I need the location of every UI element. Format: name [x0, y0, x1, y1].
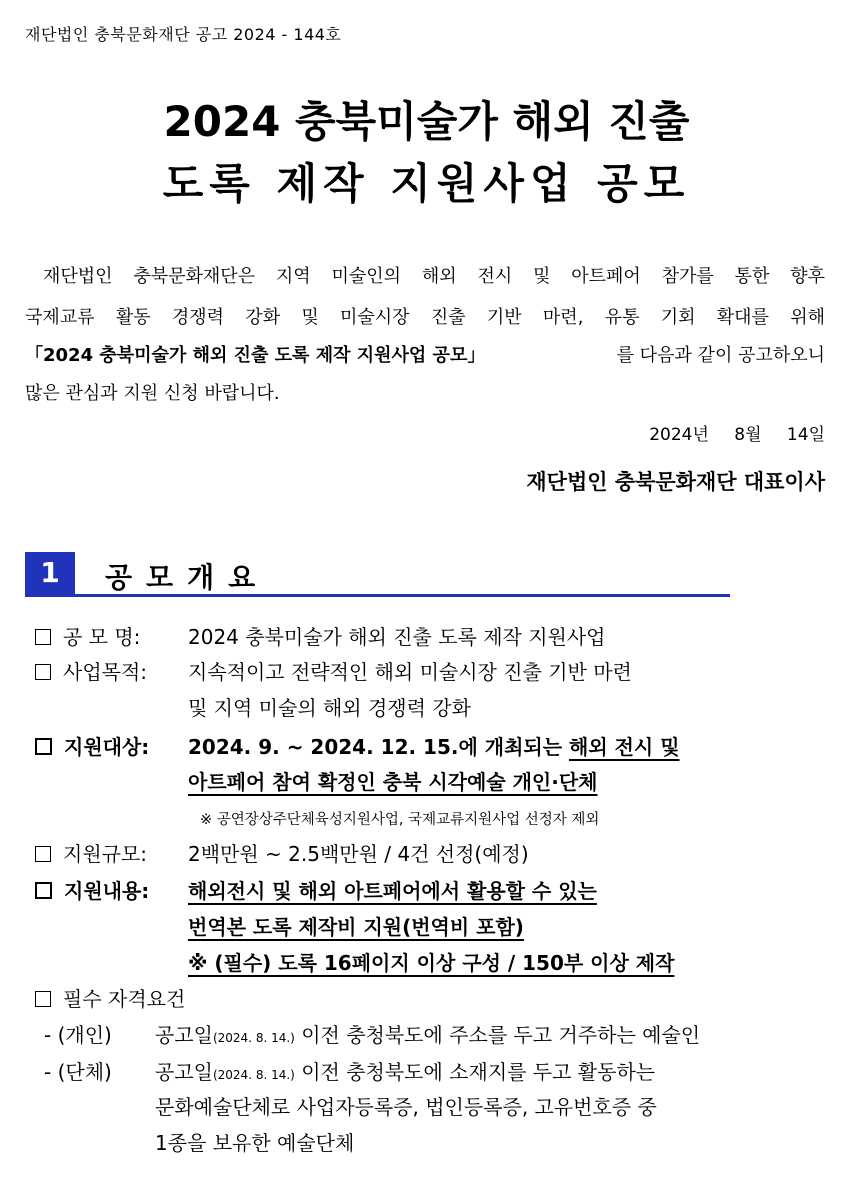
- req-group-pre: 공고일: [155, 1060, 213, 1084]
- notice-number: 재단법인 충북문화재단 공고 2024 - 144호: [25, 25, 342, 44]
- req-individual-label: - (개인): [44, 1023, 112, 1047]
- req-group-line1: [155, 1062, 825, 1082]
- item-scale-value: 2백만원 ~ 2.5백만원 / 4건 선정(예정): [188, 842, 529, 866]
- checkbox-icon: [35, 629, 51, 645]
- req-group-line3: 1종을 보유한 예술단체: [155, 1131, 355, 1155]
- page-title-line2: 도록 제작 지원사업 공모: [162, 159, 691, 208]
- intro-line4: 많은 관심과 지원 신청 바랍니다.: [25, 383, 280, 404]
- item-requirements-label: 필수 자격요건: [63, 987, 186, 1011]
- item-name-value: 2024 충북미술가 해외 진출 도록 제작 지원사업: [188, 625, 606, 649]
- checkbox-icon: [35, 738, 52, 755]
- checkbox-icon: [35, 882, 52, 899]
- item-purpose-line2: 및 지역 미술의 해외 경쟁력 강화: [188, 696, 471, 720]
- checkbox-icon: [35, 846, 51, 862]
- checkbox-icon: [35, 664, 51, 680]
- item-scale-label: 지원규모:: [63, 842, 148, 866]
- item-content-line2: 번역본 도록 제작비 지원(번역비 포함): [188, 915, 524, 939]
- intro-line2: 국제교류 활동 경쟁력 강화 및 미술시장 진출 기반 마련, 유통 기회 확대를 위해: [25, 307, 825, 328]
- announcement-date: 2024년 8월 14일: [649, 425, 825, 445]
- item-target-dates: 2024. 9. ~ 2024. 12. 15.에 개최되는: [188, 735, 569, 759]
- req-group-post: 이전 충청북도에 소재지를 두고 활동하는: [301, 1060, 656, 1084]
- checkbox-icon: [35, 991, 51, 1007]
- req-individual-post: 이전 충청북도에 주소를 두고 거주하는 예술인: [301, 1023, 701, 1047]
- section-header: [25, 552, 730, 597]
- intro-line3: [25, 347, 825, 365]
- item-content-label: 지원내용:: [64, 879, 150, 903]
- item-name-label: 공 모 명:: [63, 625, 141, 649]
- item-requirements: [35, 989, 185, 1009]
- req-individual-date: (2024. 8. 14.): [212, 1031, 295, 1045]
- req-individual: [155, 1025, 825, 1045]
- item-content-line3: ※ (필수) 도록 16페이지 이상 구성 / 150부 이상 제작: [188, 951, 675, 975]
- item-target: [35, 737, 149, 757]
- item-target-underlined: 해외 전시 및: [569, 735, 680, 759]
- item-target-note: ※ 공연장상주단체육성지원사업, 국제교류지원사업 선정자 제외: [200, 812, 600, 828]
- item-scale: [35, 844, 147, 864]
- intro-line1: 재단법인 충북문화재단은 지역 미술인의 해외 전시 및 아트페어 참가를 통한 향후: [43, 266, 825, 287]
- req-group-line2: 문화예술단체로 사업자등록증, 법인등록증, 고유번호증 중: [155, 1095, 657, 1119]
- page-title-line1: 2024 충북미술가 해외 진출: [163, 97, 690, 146]
- item-purpose: [35, 662, 147, 682]
- item-target-line1: [188, 737, 680, 757]
- intro-project-title: 「2024 충북미술가 해외 진출 도록 제작 지원사업 공모」: [25, 345, 486, 366]
- intro-line3-rest: 를 다음과 같이 공고하오니: [616, 345, 825, 366]
- item-target-label: 지원대상:: [64, 735, 150, 759]
- issuer-name: 재단법인 충북문화재단 대표이사: [526, 470, 825, 494]
- req-group-date: (2024. 8. 14.): [212, 1068, 295, 1082]
- item-content: [35, 881, 149, 901]
- item-content-line1: 해외전시 및 해외 아트페어에서 활용할 수 있는: [188, 879, 597, 903]
- item-name: [35, 627, 140, 647]
- item-purpose-label: 사업목적:: [63, 660, 148, 684]
- req-individual-pre: 공고일: [155, 1023, 213, 1047]
- section-number-badge: 1: [25, 552, 75, 594]
- item-purpose-line1: 지속적이고 전략적인 해외 미술시장 진출 기반 마련: [188, 660, 632, 684]
- item-target-line2: 아트페어 참여 확정인 충북 시각예술 개인·단체: [188, 770, 598, 794]
- section-title: 공모개요: [105, 561, 270, 594]
- req-group-label: - (단체): [44, 1060, 112, 1084]
